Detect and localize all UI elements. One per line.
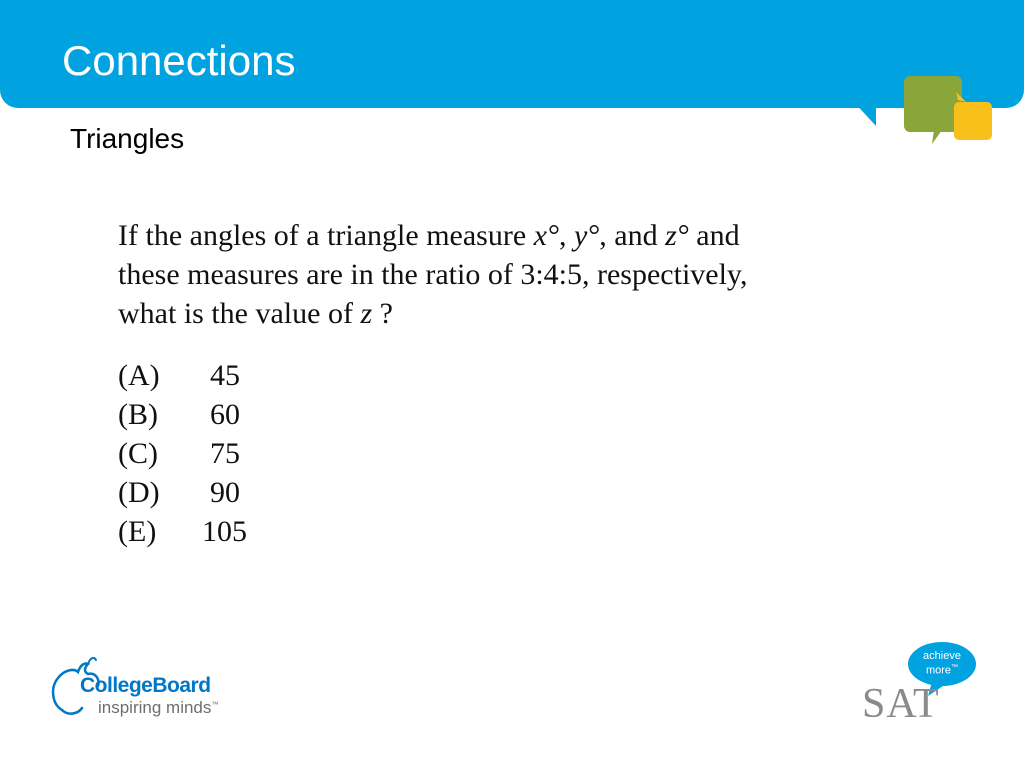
question-line-1: [118, 216, 878, 255]
choice-letter: (C): [118, 437, 158, 470]
choice-letter: (B): [118, 398, 158, 431]
question-text-span: If the angles of a triangle measure: [118, 219, 527, 252]
choice-value: 75: [210, 437, 240, 470]
header-notch: [852, 100, 876, 126]
question-mark: ?: [379, 297, 393, 330]
trademark-symbol: ™: [211, 701, 219, 709]
answer-choice-c: [118, 434, 240, 473]
answer-choice-e: [118, 512, 247, 551]
variable-y: y°: [573, 219, 600, 252]
choice-letter: (E): [118, 515, 157, 548]
separator: ,: [558, 219, 567, 252]
slide-subtitle: Triangles: [70, 123, 185, 154]
sat-badge-text: [910, 650, 974, 677]
variable-x: x°: [533, 219, 559, 252]
choice-value: 105: [202, 515, 247, 548]
collegeboard-tagline: [98, 698, 218, 718]
answer-choice-d: [118, 473, 240, 512]
choice-letter: (A): [118, 359, 160, 392]
badge-line-2-text: more: [925, 664, 952, 677]
separator: , and: [599, 219, 658, 252]
variable-z: z: [360, 297, 373, 330]
trademark-symbol: ™: [951, 664, 959, 671]
variable-z: z°: [665, 219, 689, 252]
choice-value: 90: [210, 476, 240, 509]
choice-value: 45: [210, 359, 240, 392]
question-line-3: [118, 294, 878, 333]
question-text: [118, 216, 878, 333]
slide-title: Connections: [62, 37, 296, 84]
sat-logo-text: SAT: [862, 681, 940, 727]
answer-choices: [118, 356, 247, 551]
answer-choice-b: [118, 395, 240, 434]
choice-value: 60: [210, 398, 240, 431]
tagline-text: inspiring minds: [98, 698, 212, 717]
question-text-span: what is the value of: [118, 297, 353, 330]
choice-letter: (D): [118, 476, 160, 509]
question-text-span: and: [696, 219, 740, 252]
collegeboard-logo-text: CollegeBoard: [80, 674, 211, 697]
question-line-2: these measures are in the ratio of 3:4:5, respectively,: [118, 258, 748, 291]
answer-choice-a: [118, 356, 240, 395]
speech-bubbles-icon: [898, 70, 998, 150]
badge-line-2: [910, 662, 974, 677]
badge-line-1: achieve: [923, 650, 961, 662]
